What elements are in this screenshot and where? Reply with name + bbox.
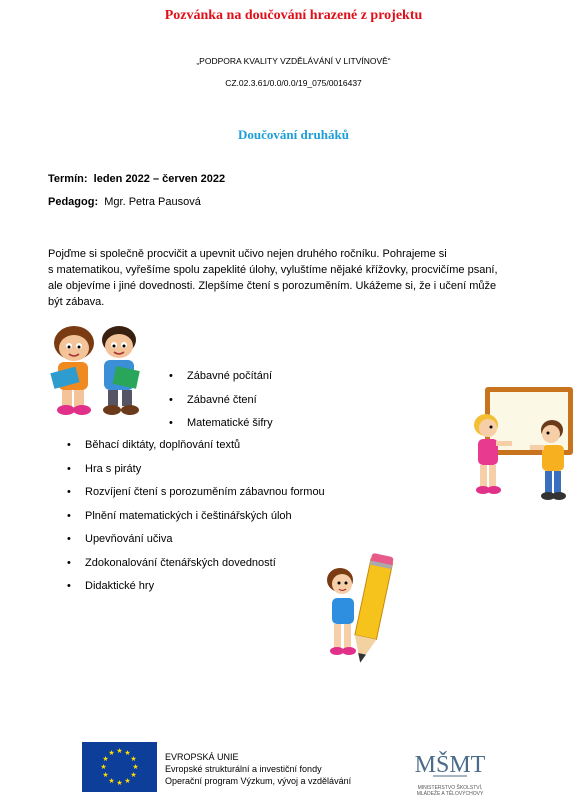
svg-text:★: ★ <box>116 747 123 755</box>
teacher-label: Pedagog: <box>48 196 99 208</box>
svg-text:★: ★ <box>116 779 123 787</box>
invitation-title: Pozvánka na doučování hrazené z projektu <box>164 8 423 23</box>
activity-list-top <box>187 369 273 440</box>
activity-list-bottom <box>85 438 325 603</box>
msmt-logo-text: MŠMT <box>414 752 486 778</box>
svg-text:★: ★ <box>130 771 137 779</box>
list-item: • Hra s piráty <box>85 462 325 486</box>
list-item: • Zábavné čtení <box>187 393 273 417</box>
reading-children-illustration <box>44 318 149 418</box>
teacher-line <box>48 196 201 208</box>
eu-program: Operační program Výzkum, vývoj a vzdělávání <box>165 776 352 786</box>
svg-text:★: ★ <box>102 771 109 779</box>
svg-text:★: ★ <box>130 755 137 763</box>
svg-text:★: ★ <box>124 777 131 785</box>
svg-text:★: ★ <box>100 763 107 771</box>
project-code: CZ.02.3.61/0.0/0.0/19_075/0016437 <box>225 78 362 88</box>
list-item: • Rozvíjení čtení s porozuměním zábavnou formou <box>85 485 325 509</box>
list-item: • Zábavné počítání <box>187 369 273 393</box>
svg-text:★: ★ <box>124 749 131 757</box>
intro-line: Pojďme si společně procvičit a upevnit učivo nejen druhého ročníku. Pohrajeme si <box>48 248 447 260</box>
eu-funding-text <box>165 751 351 787</box>
svg-text:★: ★ <box>108 749 115 757</box>
term-value: leden 2022 – červen 2022 <box>93 173 226 185</box>
teacher-value: Mgr. Petra Pausová <box>104 196 201 208</box>
intro-line: být zábava. <box>48 296 105 308</box>
intro-paragraph <box>48 246 538 310</box>
msmt-logo-mark-icon <box>414 744 486 780</box>
list-item: • Matematické šifry <box>187 416 273 440</box>
whiteboard-children-illustration <box>470 385 575 510</box>
list-item: • Plnění matematických i češtinářských úloh <box>85 509 325 533</box>
eu-title: EVROPSKÁ UNIE <box>165 752 239 762</box>
list-item: • Zdokonalování čtenářských dovedností <box>85 556 325 580</box>
eu-flag-icon <box>82 742 157 792</box>
svg-text:★: ★ <box>108 777 115 785</box>
svg-text:★: ★ <box>132 763 139 771</box>
term-line <box>48 173 225 185</box>
intro-line: s matematikou, vyřešíme spolu zapeklité úlohy, vyluštíme nějaké křížovky, procvičíme psaní, <box>48 264 498 276</box>
eu-fund: Evropské strukturální a investiční fondy <box>165 764 322 774</box>
msmt-logo <box>400 744 500 797</box>
svg-text:★: ★ <box>102 755 109 763</box>
msmt-line1: MINISTERSTVO ŠKOLSTVÍ, <box>417 785 483 791</box>
project-name: „PODPORA KVALITY VZDĚLÁVÁNÍ V LITVÍNOVĚ“ <box>196 56 391 66</box>
list-item: • Upevňování učiva <box>85 532 325 556</box>
term-label: Termín: <box>48 173 88 185</box>
list-item: • Běhací diktáty, doplňování textů <box>85 438 325 462</box>
pencil-girl-illustration <box>322 552 402 672</box>
course-title: Doučování druháků <box>238 127 349 142</box>
msmt-line2: MLÁDEŽE A TĚLOVÝCHOVY <box>416 791 484 797</box>
list-item: • Didaktické hry <box>85 579 325 603</box>
intro-line: ale objevíme i jiné dovednosti. Zlepšíme čtení s porozuměním. Ukážeme si, že i učení může <box>48 280 497 292</box>
